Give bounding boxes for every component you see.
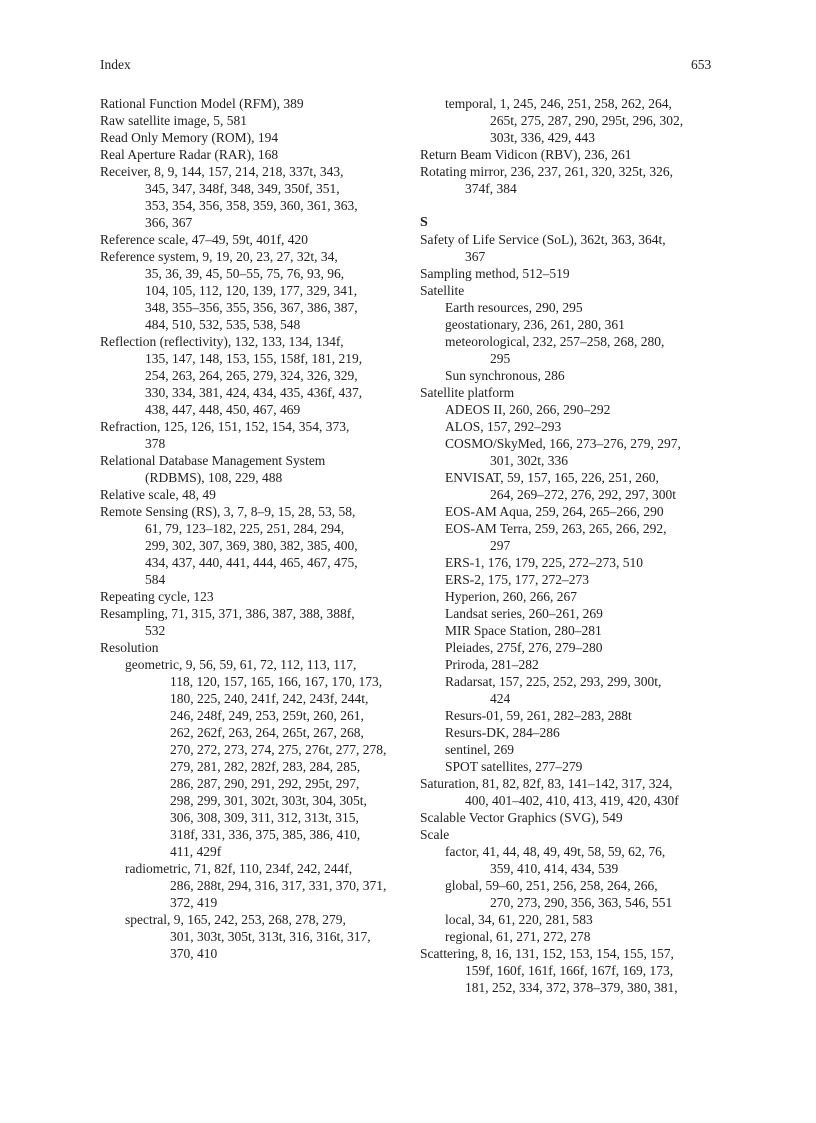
index-entry-line: 61, 79, 123–182, 225, 251, 284, 294, <box>145 521 345 536</box>
index-entry-line: meteorological, 232, 257–258, 268, 280, <box>445 334 665 349</box>
index-entry-line: 35, 36, 39, 45, 50–55, 75, 76, 93, 96, <box>145 266 345 281</box>
index-entry <box>420 775 720 809</box>
index-entry-line: Scattering, 8, 16, 131, 152, 153, 154, 155, 157, <box>420 946 674 961</box>
index-entry-line: Remote Sensing (RS), 3, 7, 8–9, 15, 28, 53, 58, <box>100 504 356 519</box>
index-entry-line: Satellite platform <box>420 385 515 400</box>
index-entry-line: radiometric, 71, 82f, 110, 234f, 242, 244f, <box>125 861 353 876</box>
index-entry-line: COSMO/SkyMed, 166, 273–276, 279, 297, <box>445 436 681 451</box>
index-entry-line: EOS-AM Terra, 259, 263, 265, 266, 292, <box>445 521 667 536</box>
index-entry <box>100 486 400 503</box>
index-subentry <box>420 707 720 724</box>
index-entry-line: sentinel, 269 <box>445 742 514 757</box>
index-entry-line: Repeating cycle, 123 <box>100 589 214 604</box>
index-entry-line: Relative scale, 48, 49 <box>100 487 216 502</box>
index-entry-line: 400, 401–402, 410, 413, 419, 420, 430f <box>465 793 679 808</box>
index-entry <box>100 588 400 605</box>
index-entry-line: 330, 334, 381, 424, 434, 435, 436f, 437, <box>145 385 363 400</box>
index-entry-line: 254, 263, 264, 265, 279, 324, 326, 329, <box>145 368 358 383</box>
index-entry <box>100 146 400 163</box>
index-entry-line: 301, 303t, 305t, 313t, 316, 316t, 317, <box>170 929 371 944</box>
index-subentry <box>420 588 720 605</box>
index-entry-line: geometric, 9, 56, 59, 61, 72, 112, 113, 117, <box>125 657 357 672</box>
index-entry-line: 286, 288t, 294, 316, 317, 331, 370, 371, <box>170 878 387 893</box>
index-entry <box>420 163 720 197</box>
index-entry-line: 270, 273, 290, 356, 363, 546, 551 <box>490 895 673 910</box>
index-entry <box>420 809 720 826</box>
index-entry <box>100 231 400 248</box>
index-entry-line: 532 <box>145 623 166 638</box>
index-subentry <box>420 299 720 316</box>
running-header-section: Index <box>100 57 131 72</box>
index-entry <box>420 945 720 996</box>
index-entry <box>100 248 400 333</box>
index-entry-line: temporal, 1, 245, 246, 251, 258, 262, 264, <box>445 96 672 111</box>
index-entry <box>100 129 400 146</box>
index-entry-line: 438, 447, 448, 450, 467, 469 <box>145 402 301 417</box>
index-entry-line: Reflection (reflectivity), 132, 133, 134, 134f, <box>100 334 344 349</box>
index-subentry <box>100 860 400 911</box>
index-subentry <box>420 673 720 707</box>
index-entry-line: 374f, 384 <box>465 181 517 196</box>
index-entry-line: 246, 248f, 249, 253, 259t, 260, 261, <box>170 708 364 723</box>
index-entry <box>420 826 720 843</box>
index-entry-line: spectral, 9, 165, 242, 253, 268, 278, 279, <box>125 912 346 927</box>
index-section-heading <box>420 214 720 231</box>
index-subentry <box>420 758 720 775</box>
index-subentry <box>420 605 720 622</box>
index-entry-line: Resolution <box>100 640 159 655</box>
index-subentry <box>100 656 400 860</box>
index-column-left <box>100 95 400 962</box>
index-entry-line: 286, 287, 290, 291, 292, 295t, 297, <box>170 776 360 791</box>
index-entry-line: EOS-AM Aqua, 259, 264, 265–266, 290 <box>445 504 664 519</box>
index-entry-line: regional, 61, 271, 272, 278 <box>445 929 591 944</box>
index-entry-line: ENVISAT, 59, 157, 165, 226, 251, 260, <box>445 470 659 485</box>
index-subentry <box>420 877 720 911</box>
index-subentry <box>420 928 720 945</box>
index-entry-line: factor, 41, 44, 48, 49, 49t, 58, 59, 62, 76, <box>445 844 666 859</box>
index-subentry <box>420 418 720 435</box>
index-subentry <box>420 435 720 469</box>
index-subentry <box>420 503 720 520</box>
index-entry-line: 318f, 331, 336, 375, 385, 386, 410, <box>170 827 361 842</box>
index-entry-line: ERS-2, 175, 177, 272–273 <box>445 572 590 587</box>
index-entry-line: 295 <box>490 351 511 366</box>
index-column-right <box>420 95 720 996</box>
index-entry-line: Saturation, 81, 82, 82f, 83, 141–142, 317, 324, <box>420 776 673 791</box>
index-entry-line: 297 <box>490 538 511 553</box>
index-entry-line: 135, 147, 148, 153, 155, 158f, 181, 219, <box>145 351 363 366</box>
index-entry-line: Sun synchronous, 286 <box>445 368 565 383</box>
index-entry-line: 366, 367 <box>145 215 193 230</box>
index-entry <box>100 503 400 588</box>
index-entry-line: Relational Database Management System <box>100 453 326 468</box>
index-entry-line: Satellite <box>420 283 465 298</box>
index-entry-line: 424 <box>490 691 511 706</box>
index-entry-line: 299, 302, 307, 369, 380, 382, 385, 400, <box>145 538 358 553</box>
index-entry-line: 378 <box>145 436 166 451</box>
index-entry-line: (RDBMS), 108, 229, 488 <box>145 470 283 485</box>
index-entry-line: 180, 225, 240, 241f, 242, 243f, 244t, <box>170 691 369 706</box>
index-entry-line: Scalable Vector Graphics (SVG), 549 <box>420 810 623 825</box>
index-entry-line: Real Aperture Radar (RAR), 168 <box>100 147 279 162</box>
index-entry-line: 306, 308, 309, 311, 312, 313t, 315, <box>170 810 359 825</box>
index-entry-line: Hyperion, 260, 266, 267 <box>445 589 577 604</box>
page-number: 653 <box>691 57 712 72</box>
index-subentry <box>420 401 720 418</box>
index-entry-line: 367 <box>465 249 486 264</box>
index-subentry <box>420 639 720 656</box>
index-entry-line: 348, 355–356, 355, 356, 367, 386, 387, <box>145 300 358 315</box>
index-entry-line: 353, 354, 356, 358, 359, 360, 361, 363, <box>145 198 358 213</box>
index-subentry <box>420 469 720 503</box>
index-entry <box>420 231 720 265</box>
index-subentry <box>420 741 720 758</box>
index-entry-line: Resurs-DK, 284–286 <box>445 725 560 740</box>
index-entry-line: 262, 262f, 263, 264, 265t, 267, 268, <box>170 725 364 740</box>
index-entry-line: 159f, 160f, 161f, 166f, 167f, 169, 173, <box>465 963 674 978</box>
index-entry-line: 181, 252, 334, 372, 378–379, 380, 381, <box>465 980 678 995</box>
index-subentry <box>420 367 720 384</box>
index-entry-line: 265t, 275, 287, 290, 295t, 296, 302, <box>490 113 684 128</box>
index-entry <box>420 146 720 163</box>
index-entry-line: Raw satellite image, 5, 581 <box>100 113 247 128</box>
index-subentry <box>420 656 720 673</box>
index-entry-line: Scale <box>420 827 450 842</box>
index-entry-line: Read Only Memory (ROM), 194 <box>100 130 279 145</box>
index-entry-line: 484, 510, 532, 535, 538, 548 <box>145 317 301 332</box>
index-subentry <box>420 316 720 333</box>
index-subentry <box>420 520 720 554</box>
index-entry-line: Resampling, 71, 315, 371, 386, 387, 388, 388f, <box>100 606 355 621</box>
index-entry-line: Rotating mirror, 236, 237, 261, 320, 325t, 326, <box>420 164 673 179</box>
index-subentry <box>420 843 720 877</box>
index-subentry <box>420 724 720 741</box>
index-entry-line: ERS-1, 176, 179, 225, 272–273, 510 <box>445 555 644 570</box>
index-entry-line: Earth resources, 290, 295 <box>445 300 583 315</box>
index-entry-line: 370, 410 <box>170 946 218 961</box>
index-entry <box>420 282 720 299</box>
index-entry-line: 434, 437, 440, 441, 444, 465, 467, 475, <box>145 555 358 570</box>
index-entry <box>100 112 400 129</box>
index-entry-line: Reference system, 9, 19, 20, 23, 27, 32t, 34, <box>100 249 338 264</box>
index-entry-line: 104, 105, 112, 120, 139, 177, 329, 341, <box>145 283 358 298</box>
index-entry-line: 584 <box>145 572 166 587</box>
index-entry-line: Return Beam Vidicon (RBV), 236, 261 <box>420 147 632 162</box>
index-subentry <box>100 911 400 962</box>
index-entry-line: Pleiades, 275f, 276, 279–280 <box>445 640 603 655</box>
index-entry <box>100 452 400 486</box>
index-entry <box>420 265 720 282</box>
index-entry <box>100 605 400 639</box>
index-entry-line: global, 59–60, 251, 256, 258, 264, 266, <box>445 878 658 893</box>
index-subentry <box>420 333 720 367</box>
index-entry <box>100 639 400 656</box>
index-entry-line: S <box>420 215 428 230</box>
index-subentry <box>420 554 720 571</box>
index-subentry <box>420 622 720 639</box>
index-entry-line: MIR Space Station, 280–281 <box>445 623 602 638</box>
index-entry-line: 301, 302t, 336 <box>490 453 569 468</box>
index-entry-line: Reference scale, 47–49, 59t, 401f, 420 <box>100 232 309 247</box>
index-entry-line: Landsat series, 260–261, 269 <box>445 606 603 621</box>
index-entry-line: 303t, 336, 429, 443 <box>490 130 596 145</box>
index-subentry <box>420 911 720 928</box>
index-entry-line: geostationary, 236, 261, 280, 361 <box>445 317 625 332</box>
index-entry-line: 372, 419 <box>170 895 218 910</box>
index-entry-line: ALOS, 157, 292–293 <box>445 419 562 434</box>
index-entry-line: Sampling method, 512–519 <box>420 266 570 281</box>
index-subentry <box>420 95 720 146</box>
index-entry-line: Resurs-01, 59, 261, 282–283, 288t <box>445 708 632 723</box>
index-entry-line: SPOT satellites, 277–279 <box>445 759 583 774</box>
index-entry <box>100 95 400 112</box>
index-entry-line: 118, 120, 157, 165, 166, 167, 170, 173, <box>170 674 383 689</box>
index-entry <box>420 384 720 401</box>
index-entry <box>100 163 400 231</box>
index-entry-line: 298, 299, 301, 302t, 303t, 304, 305t, <box>170 793 367 808</box>
index-entry-line: Refraction, 125, 126, 151, 152, 154, 354, 373, <box>100 419 350 434</box>
index-entry <box>100 333 400 418</box>
index-entry-line: ADEOS II, 260, 266, 290–292 <box>445 402 611 417</box>
index-entry-line: 359, 410, 414, 434, 539 <box>490 861 619 876</box>
index-entry-line: Receiver, 8, 9, 144, 157, 214, 218, 337t, 343, <box>100 164 344 179</box>
index-entry-line: 345, 347, 348f, 348, 349, 350f, 351, <box>145 181 340 196</box>
index-entry-line: local, 34, 61, 220, 281, 583 <box>445 912 593 927</box>
index-entry-line: 264, 269–272, 276, 292, 297, 300t <box>490 487 677 502</box>
index-entry-line: Rational Function Model (RFM), 389 <box>100 96 304 111</box>
index-entry-line: Safety of Life Service (SoL), 362t, 363, 364t, <box>420 232 666 247</box>
index-entry <box>100 418 400 452</box>
index-entry-line: 270, 272, 273, 274, 275, 276t, 277, 278, <box>170 742 387 757</box>
index-entry-line: Priroda, 281–282 <box>445 657 539 672</box>
index-subentry <box>420 571 720 588</box>
index-entry-line: Radarsat, 157, 225, 252, 293, 299, 300t, <box>445 674 662 689</box>
index-entry-line: 411, 429f <box>170 844 222 859</box>
index-entry-line: 279, 281, 282, 282f, 283, 284, 285, <box>170 759 361 774</box>
